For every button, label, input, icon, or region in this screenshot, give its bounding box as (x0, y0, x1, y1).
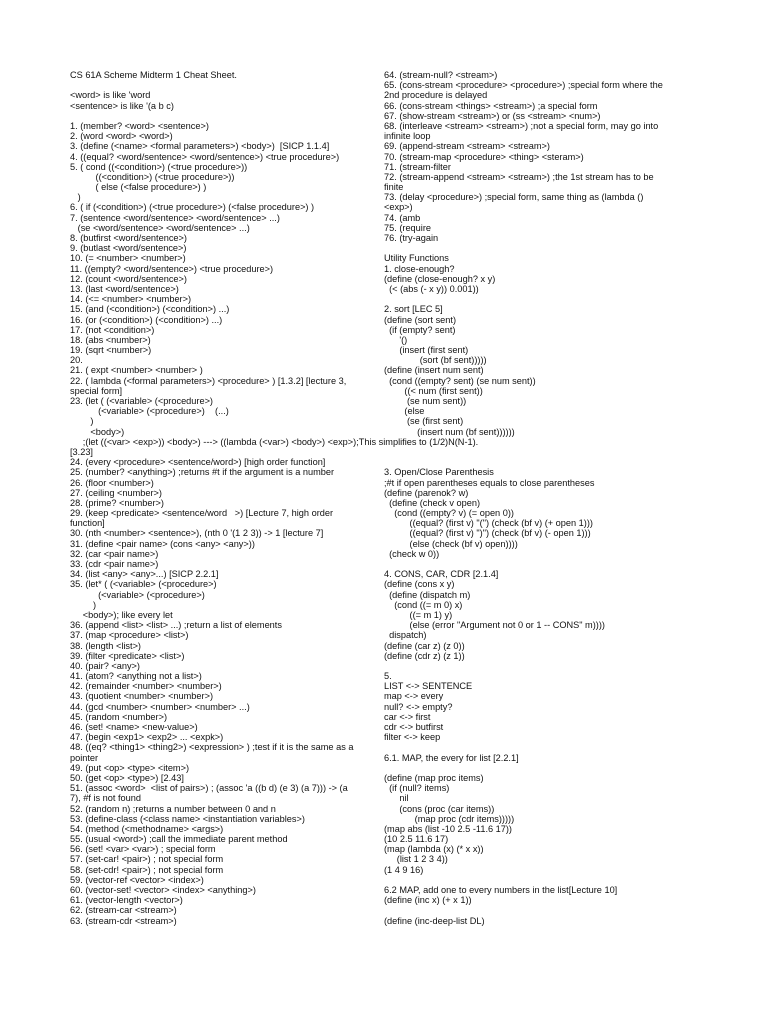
text-line: (map proc (cdr items))))) (384, 813, 515, 824)
text-line: 61. (vector-length <vector>) (70, 895, 183, 906)
text-line: 53. (define-class (<class name> <instantiation variables>) (70, 813, 305, 824)
text-line: 5. (384, 671, 392, 682)
text-line: (10 2.5 11.6 17) (384, 834, 449, 845)
text-line: 4. CONS, CAR, CDR [2.1.4] (384, 569, 499, 580)
text-line: 43. (quotient <number> <number>) (70, 691, 214, 702)
text-line: 2. sort [LEC 5] (384, 304, 443, 315)
text-line: (define (map proc items) (384, 772, 484, 783)
text-line: 47. (begin <exp1> <exp2> ... <expk>) (70, 732, 224, 743)
text-line: 60. (vector-set! <vector> <index> <anything>) (70, 885, 256, 895)
text-line: 3. Open/Close Parenthesis (384, 467, 494, 478)
text-line: 57. (set-car! <pair>) ; not special form (70, 854, 224, 865)
text-line: 55. (usual <word>) ;call the immediate parent method (70, 834, 288, 845)
text-line: (define (inc x) (+ x 1)) (384, 895, 472, 906)
text-line: ((= m 1) y) (384, 609, 453, 620)
text-line: CS 61A Scheme Midterm 1 Cheat Sheet. (70, 70, 237, 80)
text-line: (define (dispatch m) (384, 589, 471, 600)
text-line: filter <-> keep (384, 732, 441, 743)
text-line (384, 559, 690, 569)
text-line (384, 875, 690, 885)
text-line: 6.2 MAP, add one to every numbers in the list[Lecture 10] (384, 885, 618, 895)
text-line: ;(let ((<var> <exp>)) <body>) ---> ((lambda (<var>) <body>) <exp>);This simplifies to (1/2)N(N-1). (70, 436, 479, 447)
text-line: <exp>) (384, 202, 413, 213)
text-line: cdr <-> butfirst (384, 722, 444, 732)
text-line: (map (lambda (x) (* x x)) (384, 844, 484, 855)
text-line: 73. (delay <procedure>) ;special form, same thing as (lambda () (384, 192, 644, 203)
text-line: ((equal? (first v) "(") (check (bf v) (+ open 1))) (384, 518, 593, 529)
text-line: <word> is like 'word (70, 90, 151, 101)
text-line: 4. ((equal? <word/sentence> <word/sentence>) <true procedure>) (70, 151, 340, 162)
text-line: 41. (atom? <anything not a list>) (70, 671, 202, 682)
text-line: 22. ( lambda (<formal parameters>) <procedure> ) [1.3.2] [lecture 3, (70, 375, 347, 386)
text-line (384, 457, 690, 467)
text-line: nil (384, 793, 409, 804)
text-line: 51. (assoc <word> <list of pairs>) ; (assoc 'a ((b d) (e 3) (a 7))) -> (a (70, 783, 348, 794)
text-line: 27. (ceiling <number>) (70, 487, 162, 498)
text-line: 67. (show-stream <stream>) or (ss <stream> <num>) (384, 110, 601, 121)
text-line: infinite loop (384, 131, 431, 142)
text-line: ((equal? (first v) ")") (check (bf v) (- open 1))) (384, 528, 591, 539)
text-line: 20. (70, 355, 83, 366)
text-line: 7), #f is not found (70, 793, 141, 804)
text-line: (insert num (bf sent)))))) (384, 426, 515, 437)
text-line: ((< num (first sent)) (384, 385, 483, 396)
text-line: 2. (word <word> <word>) (70, 131, 173, 142)
text-line: 8. (butfirst <word/sentence>) (70, 233, 187, 243)
text-line: 6. ( if (<condition>) (<true procedure>) (<false procedure>) ) (70, 202, 315, 213)
text-line: (define (cdr z) (z 1)) (384, 650, 465, 661)
text-line: (define (sort sent) (384, 314, 456, 325)
text-line: (se (first sent) (384, 416, 464, 427)
text-line: (else (check (bf v) open)))) (384, 538, 518, 549)
text-line: 30. (nth <number> <sentence>), (nth 0 '(1 2 3)) -> 1 [lecture 7] (70, 528, 324, 539)
text-line: 33. (cdr <pair name>) (70, 559, 159, 569)
text-line: (else (error "Argument not 0 or 1 -- CONS" m)))) (384, 620, 605, 631)
text-line (384, 294, 690, 304)
text-line: (se <word/sentence> <word/sentence> ...) (70, 222, 250, 233)
text-line: 59. (vector-ref <vector> <index>) (70, 874, 204, 885)
text-line: (cond ((empty? sent) (se num sent)) (384, 375, 536, 386)
text-line: (cond ((= m 0) x) (384, 599, 463, 610)
text-line: 1. (member? <word> <sentence>) (70, 120, 209, 131)
text-line: 54. (method (<methodname> <args>) (70, 823, 224, 834)
text-line: 31. (define <pair name> (cons <any> <any>)) (70, 538, 255, 549)
text-line: dispatch) (384, 630, 427, 641)
text-line: 63. (stream-cdr <stream>) (70, 915, 177, 926)
text-line: 5. ( cond ((<condition>) (<true procedure>)) (70, 161, 248, 172)
text-line: ( else (<false procedure>) ) (70, 182, 207, 193)
text-line: 13. (last <word/sentence>) (70, 283, 179, 294)
text-line: 28. (prime? <number>) (70, 497, 164, 508)
text-line: pointer (70, 752, 99, 763)
text-line: (cons (proc (car items)) (384, 803, 495, 814)
text-line: ;#t if open parentheses equals to close parentheses (384, 477, 595, 488)
text-line: (check w 0)) (384, 548, 440, 559)
text-line: 1. close-enough? (384, 263, 455, 274)
text-line: <body>) (70, 426, 125, 437)
text-line: (if (null? items) (384, 783, 450, 794)
text-line: 40. (pair? <any>) (70, 660, 140, 671)
text-line: 9. (butlast <word/sentence>) (70, 243, 187, 254)
text-line: 12. (count <word/sentence>) (70, 273, 187, 284)
text-line: 66. (cons-stream <things> <stream>) ;a special form (384, 100, 598, 111)
text-line: 42. (remainder <number> <number>) (70, 681, 222, 692)
text-line: 17. (not <condition>) (70, 324, 155, 335)
text-line: 19. (sqrt <number>) (70, 345, 152, 356)
text-line: 32. (car <pair name>) (70, 548, 159, 559)
text-line: 45. (random <number>) (70, 711, 168, 722)
text-line: 24. (every <procedure> <sentence/word>) [high order function] (70, 457, 326, 468)
text-line: 10. (= <number> <number>) (70, 253, 186, 264)
text-line (384, 661, 690, 671)
text-line: [3.23] (70, 446, 93, 457)
right-column (384, 70, 690, 926)
text-line: (define (parenok? w) (384, 487, 469, 498)
text-line (70, 80, 364, 90)
text-line: 3. (define (<name> <formal parameters>) <body>) [SICP 1.1.4] (70, 141, 330, 152)
text-line: '() (384, 334, 408, 345)
text-line: 39. (filter <predicate> <list>) (70, 650, 185, 661)
text-line: 34. (list <any> <any>...) [SICP 2.2.1] (70, 569, 219, 580)
text-line: 2nd procedure is delayed (384, 90, 488, 101)
text-line: LIST <-> SENTENCE (384, 681, 473, 692)
text-line: 74. (amb (384, 212, 421, 223)
text-line: 68. (interleave <stream> <stream>) ;not a special form, may go into (384, 120, 659, 131)
text-line: car <-> first (384, 711, 431, 722)
text-line: (<variable> (<procedure>) (...) (70, 406, 229, 417)
text-line: ((<condition>) (<true procedure>)) (70, 171, 235, 182)
text-line: (cond ((empty? v) (= open 0)) (384, 508, 514, 519)
text-line: 44. (gcd <number> <number> <number> ...) (70, 701, 250, 712)
text-line: 62. (stream-car <stream>) (70, 905, 177, 916)
text-line: 35. (let* ( (<variable> (<procedure>) (70, 579, 217, 590)
text-line: (sort (bf sent))))) (384, 355, 487, 366)
text-line: 71. (stream-filter (384, 161, 451, 172)
text-line: Utility Functions (384, 253, 449, 264)
text-line: 36. (append <list> <list> ...) ;return a list of elements (70, 620, 282, 631)
text-line: ) (70, 599, 97, 610)
text-line: <body>); like every let (70, 609, 173, 620)
text-line: (insert (first sent) (384, 345, 469, 356)
text-line: 7. (sentence <word/sentence> <word/sentence> ...) (70, 212, 280, 223)
text-line: (define (check v open) (384, 497, 481, 508)
text-line (384, 243, 690, 253)
text-line: 23. (let ( (<variable> (<procedure>) (70, 396, 213, 406)
text-line: 76. (try-again (384, 233, 439, 243)
text-line: 25. (number? <anything>) ;returns #t if the argument is a number (70, 467, 335, 478)
text-line: 18. (abs <number>) (70, 334, 151, 345)
text-line: (define (close-enough? x y) (384, 273, 496, 284)
text-line: 48. ((eq? <thing1> <thing2>) <expression> ) ;test if it is the same as a (70, 742, 354, 753)
text-line: 58. (set-cdr! <pair>) ; not special form (70, 864, 224, 875)
text-line: 50. (get <op> <type>) [2.43] (70, 772, 184, 783)
text-line (384, 742, 690, 752)
text-line: 64. (stream-null? <stream>) (384, 70, 498, 80)
text-line: 26. (floor <number>) (70, 477, 154, 488)
text-line: 65. (cons-stream <procedure> <procedure>) ;special form where the (384, 80, 663, 91)
text-line (384, 447, 690, 457)
text-line: 52. (random n) ;returns a number between 0 and n (70, 803, 276, 814)
text-line: (define (inc-deep-list DL) (384, 915, 485, 926)
text-line: 37. (map <procedure> <list>) (70, 630, 189, 641)
text-line: 11. ((empty? <word/sentence>) <true procedure>) (70, 263, 274, 274)
text-line: (<variable> (<procedure>) (70, 589, 205, 600)
text-line: function] (70, 518, 105, 529)
text-line: (list 1 2 3 4)) (384, 854, 448, 865)
text-line: 14. (<= <number> <number>) (70, 294, 192, 305)
text-line: (else (384, 406, 425, 417)
text-line: (1 4 9 16) (384, 864, 424, 875)
text-line: 70. (stream-map <procedure> <thing> <steram>) (384, 151, 584, 162)
text-line (384, 437, 690, 447)
text-line: 75. (require (384, 222, 431, 233)
text-line: ) (70, 416, 94, 427)
text-line: 49. (put <op> <type> <item>) (70, 762, 190, 773)
text-line: 21. ( expt <number> <number> ) (70, 365, 203, 376)
text-line: 16. (or (<condition>) (<condition>) ...) (70, 314, 223, 325)
text-line: 6.1. MAP, the every for list [2.2.1] (384, 752, 519, 763)
text-line: special form] (70, 385, 123, 396)
text-line: (map abs (list -10 2.5 -11.6 17)) (384, 823, 512, 834)
text-line: (define (insert num sent) (384, 365, 484, 376)
text-line: (if (empty? sent) (384, 324, 456, 335)
text-line: ) (70, 192, 81, 203)
text-line: <sentence> is like '(a b c) (70, 100, 174, 111)
text-line: 46. (set! <name> <new-value>) (70, 722, 198, 732)
text-line: 72. (stream-append <stream> <stream>) ;the 1st stream has to be (384, 171, 654, 182)
text-line: 15. (and (<condition>) (<condition>) ...) (70, 304, 230, 315)
text-line: 38. (length <list>) (70, 640, 141, 651)
text-line: (se num sent)) (384, 396, 467, 406)
text-line: 29. (keep <predicate> <sentence/word >) [Lecture 7, high order (70, 508, 334, 519)
text-line (384, 763, 690, 773)
text-line: null? <-> empty? (384, 701, 453, 712)
text-line: 56. (set! <var> <var>) ; special form (70, 844, 216, 855)
text-line (384, 905, 690, 915)
text-line: (< (abs (- x y)) 0.001)) (384, 283, 479, 294)
text-line: finite (384, 182, 404, 193)
text-line: (define (cons x y) (384, 579, 455, 590)
text-line (70, 111, 364, 121)
text-line: (define (car z) (z 0)) (384, 640, 465, 651)
text-line: map <-> every (384, 691, 444, 702)
text-line: 69. (append-stream <stream> <stream>) (384, 141, 550, 152)
